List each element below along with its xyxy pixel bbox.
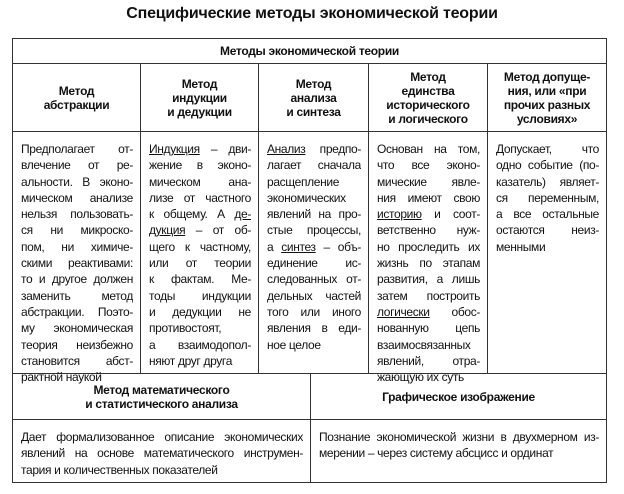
text-line: мерении – через систему абсцисс и ординат xyxy=(319,446,554,461)
text-line: тария и количественных показателей xyxy=(21,462,218,477)
text-line: лагает сначала xyxy=(267,158,361,173)
text-line: абстракции. Поэто- xyxy=(21,304,133,319)
text-line: одно событие (по- xyxy=(496,158,599,173)
text-line: стые процессы, xyxy=(267,223,361,238)
text-line: лизе от частного xyxy=(149,190,251,205)
text-line: а синтез – объ- xyxy=(267,239,361,254)
underlined-term: логически xyxy=(377,304,430,319)
text-line: Индукция – дви- xyxy=(149,142,251,156)
text-line: то и другое должен xyxy=(21,272,133,287)
text-line: менными xyxy=(496,239,546,254)
text-line: а все остальные xyxy=(496,207,599,222)
text-line: мические явле- xyxy=(377,174,480,189)
cell-induction xyxy=(141,132,259,374)
text-line: противостоят, xyxy=(149,321,222,336)
text-line: историю и соот- xyxy=(377,207,480,222)
text-line: Основан на том, xyxy=(377,142,480,156)
cell-math xyxy=(13,420,311,482)
table-header: Методы экономической теории xyxy=(13,39,606,64)
cell-graphic xyxy=(311,420,606,482)
text-line: мическом ана- xyxy=(149,174,251,189)
text-line: Предполагает от- xyxy=(21,142,133,156)
text-line: ся ни микроско- xyxy=(21,223,133,238)
text-line: скими реактивами: xyxy=(21,256,133,271)
text-line: рактной наукой xyxy=(21,370,102,385)
text-line: тоды индукции xyxy=(149,288,251,303)
text-line: следованных от- xyxy=(267,272,361,287)
text-line: к фактам. Ме- xyxy=(149,272,251,287)
text-line: или от теории xyxy=(149,256,251,271)
text-line: жизнь по этапам xyxy=(377,256,480,271)
text-line: расщепление xyxy=(267,174,340,189)
column-header-historical: Метод единства исторического и логического xyxy=(369,64,488,132)
text-line: и дедукции не xyxy=(149,304,251,319)
cell-historical xyxy=(369,132,488,385)
text-line: ся переменным, xyxy=(496,190,599,205)
cell-assumption xyxy=(488,132,606,374)
underlined-term: Индукция xyxy=(149,142,200,156)
underlined-term: историю xyxy=(377,207,422,222)
column-header-abstraction: Метод абстракции xyxy=(13,64,141,132)
underlined-term: де- xyxy=(234,207,251,222)
text-line: Допускает, что xyxy=(496,142,599,156)
text-line: казатель) являет- xyxy=(496,174,599,189)
text-line: остаются неиз- xyxy=(496,223,599,238)
text-line: затем построить xyxy=(377,288,480,303)
text-line: Дает формализованное описание экономических xyxy=(21,430,303,444)
text-line: а взаимодопол- xyxy=(149,337,251,352)
text-line: дельных частей xyxy=(267,288,361,303)
text-line: но проследить их xyxy=(377,239,480,254)
text-line: дукция – от об- xyxy=(149,223,251,238)
text-line: му экономическая xyxy=(21,321,133,336)
text-line: щего к частному, xyxy=(149,239,251,254)
text-line: мическом анализе xyxy=(21,190,133,205)
text-line: экономических xyxy=(267,190,346,205)
underlined-term: Анализ xyxy=(267,142,306,156)
column-header-induction: Метод индукции и дедукции xyxy=(141,64,259,132)
text-line: заменить метод xyxy=(21,288,133,303)
text-line: того или иного xyxy=(267,304,361,319)
text-line: развития, а лишь xyxy=(377,272,480,287)
cell-abstraction xyxy=(13,132,141,385)
text-line: ное целое xyxy=(267,337,321,352)
text-line: явления в еди- xyxy=(267,321,361,336)
text-line: нованную цепь xyxy=(377,321,480,336)
text-line: жающую их суть xyxy=(377,370,464,385)
text-line: ния имеют свою xyxy=(377,190,480,205)
text-line: ветственно нуж- xyxy=(377,223,480,238)
text-line: становится абст- xyxy=(21,353,133,368)
column-header-analysis: Метод анализа и синтеза xyxy=(259,64,369,132)
text-line: няют друг друга xyxy=(149,353,233,368)
text-line: нельзя пользовать- xyxy=(21,207,133,222)
text-line: что все эконо- xyxy=(377,158,480,173)
text-line: влечение от ре- xyxy=(21,158,133,173)
underlined-term: синтез xyxy=(281,239,316,254)
text-line: пом, ни химиче- xyxy=(21,239,133,254)
text-line: теория неизбежно xyxy=(21,337,133,352)
cell-analysis xyxy=(259,132,369,374)
text-line: явлений на про- xyxy=(267,207,361,222)
text-line: логически обос- xyxy=(377,304,480,319)
bottom-header-math: Метод математического и статистического анализа xyxy=(13,374,311,420)
text-line: к общему. А де- xyxy=(149,207,251,222)
methods-table xyxy=(12,38,607,483)
text-line: явлений на основе математического инструмен- xyxy=(21,446,303,461)
text-line: альности. В эконо- xyxy=(21,174,133,189)
text-line: явлений, отра- xyxy=(377,353,480,368)
underlined-term: дукция xyxy=(149,223,186,238)
text-line: взаимосвязанных xyxy=(377,337,471,352)
page-title: Специфические методы экономической теории xyxy=(126,5,498,22)
text-line: единение ис- xyxy=(267,256,361,271)
text-line: Анализ предпо- xyxy=(267,142,361,156)
text-line: Познание экономической жизни в двухмерном из- xyxy=(319,430,599,444)
column-header-assumption: Метод допуще- ния, или «при прочих разных условиях» xyxy=(488,64,606,132)
bottom-header-graphic: Графическое изображение xyxy=(311,374,606,420)
text-line: жение в эконо- xyxy=(149,158,251,173)
